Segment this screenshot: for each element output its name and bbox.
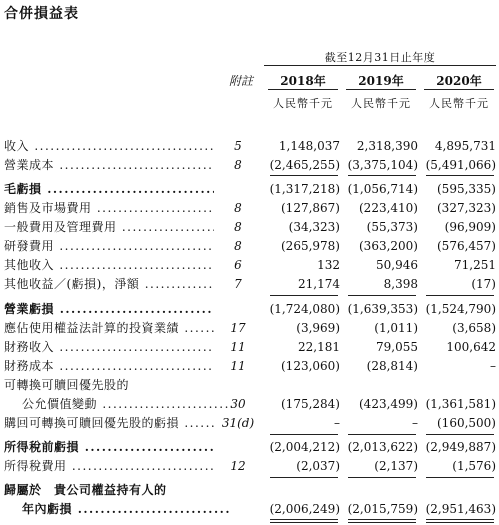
row-label: 研發費用 ..... [4, 236, 214, 256]
table-row [0, 318, 499, 338]
subtotal-rule [426, 295, 494, 296]
row-note: 5 [234, 139, 242, 153]
table-row [0, 274, 499, 294]
row-note: 31(d) [221, 416, 255, 430]
value-2019: (363,200) [359, 239, 418, 253]
row-label: 年內虧損 ..... [22, 499, 232, 519]
value-2020: (1,524,790) [425, 302, 496, 316]
value-2020: – [490, 359, 496, 373]
year-header-2019: 2019年 [358, 74, 404, 88]
value-2018: (1,317,218) [269, 182, 340, 196]
table-row [0, 236, 499, 256]
table-row [0, 413, 499, 433]
subtotal-rule [348, 175, 416, 176]
subtotal-rule [270, 434, 338, 435]
subtotal-rule [348, 477, 416, 478]
note-column-header: 附註 [228, 74, 253, 88]
row-note: 8 [234, 158, 242, 172]
table-row [0, 337, 499, 357]
value-2019: 50,946 [376, 258, 418, 272]
value-2019: – [412, 416, 418, 430]
value-2020: (576,457) [437, 239, 496, 253]
table-row [0, 437, 499, 457]
unit-label: 人民幣千元 [351, 97, 411, 110]
row-note: 30 [230, 397, 246, 411]
value-2018: (2,006,249) [269, 502, 340, 516]
row-label: 公允價值變動 ..... [22, 394, 232, 414]
subtotal-rule [426, 477, 494, 478]
value-2020: 71,251 [454, 258, 496, 272]
value-2018: (2,465,255) [269, 158, 340, 172]
row-label: 歸屬於 貴公司權益持有人的 [4, 483, 167, 497]
row-label: 其他收益／(虧損)，淨額 ..... [4, 274, 214, 294]
value-2020: (1,361,581) [425, 397, 496, 411]
value-2020: (17) [471, 277, 496, 291]
subtotal-rule [426, 175, 494, 176]
row-label: 其他收入 ..... [4, 255, 214, 275]
subtotal-rule [270, 295, 338, 296]
value-2018: 21,174 [298, 277, 340, 291]
row-note: 17 [230, 321, 246, 335]
total-double-rule [348, 519, 416, 523]
row-label: 收入 ..... [4, 136, 214, 156]
row-label: 可轉換可贖回優先股的 [4, 378, 130, 392]
row-note: 8 [234, 239, 242, 253]
table-row [0, 217, 499, 237]
row-note: 6 [234, 258, 242, 272]
row-label: 銷售及市場費用 ..... [4, 198, 214, 218]
value-2020: (2,951,463) [425, 502, 496, 516]
subtotal-rule [270, 477, 338, 478]
row-label: 毛虧損 ..... [4, 179, 214, 199]
subtotal-rule [348, 295, 416, 296]
value-2020: (327,323) [437, 201, 496, 215]
value-2018: (3,969) [296, 321, 340, 335]
value-2019: (223,410) [359, 201, 418, 215]
period-divider [264, 65, 496, 66]
subtotal-rule [270, 175, 338, 176]
value-2020: (595,335) [437, 182, 496, 196]
table-row [0, 155, 499, 175]
year-divider [346, 89, 416, 90]
row-note: 11 [230, 359, 246, 373]
row-note: 8 [234, 220, 242, 234]
value-2018: (127,867) [281, 201, 340, 215]
value-2019: 79,055 [376, 340, 418, 354]
table-row [0, 179, 499, 199]
value-2019: (55,373) [366, 220, 418, 234]
value-2018: 132 [317, 258, 340, 272]
table-row [0, 255, 499, 275]
value-2018: (123,060) [281, 359, 340, 373]
value-2019: 8,398 [383, 277, 418, 291]
value-2020: (96,909) [444, 220, 496, 234]
value-2018: – [334, 416, 340, 430]
value-2020: 4,895,731 [434, 139, 496, 153]
value-2018: (1,724,080) [269, 302, 340, 316]
row-label: 營業成本 ..... [4, 155, 214, 175]
row-label: 財務成本 ..... [4, 356, 214, 376]
value-2018: (34,323) [288, 220, 340, 234]
table-row [0, 499, 499, 519]
value-2018: 1,148,037 [278, 139, 340, 153]
total-double-rule [270, 519, 338, 523]
year-header-2018: 2018年 [280, 74, 326, 88]
value-2019: (2,013,622) [347, 440, 418, 454]
table-row [0, 375, 499, 395]
value-2020: (5,491,066) [425, 158, 496, 172]
table-row [0, 394, 499, 414]
table-row [0, 136, 499, 156]
statement-title: 合併損益表 [4, 6, 79, 22]
value-2019: (1,056,714) [347, 182, 418, 196]
unit-label: 人民幣千元 [273, 97, 333, 110]
table-row [0, 299, 499, 319]
value-2019: (2,015,759) [347, 502, 418, 516]
value-2019: (1,639,353) [347, 302, 418, 316]
value-2019: (28,814) [366, 359, 418, 373]
value-2020: (3,658) [452, 321, 496, 335]
year-header-2020: 2020年 [436, 74, 482, 88]
row-note: 7 [234, 277, 242, 291]
row-label: 營業虧損 ..... [4, 299, 214, 319]
period-heading: 截至12月31日止年度 [324, 51, 436, 64]
row-label: 所得稅前虧損 ..... [4, 437, 214, 457]
row-note: 12 [230, 459, 246, 473]
table-row [0, 198, 499, 218]
value-2019: (423,499) [359, 397, 418, 411]
value-2019: (3,375,104) [347, 158, 418, 172]
value-2018: 22,181 [298, 340, 340, 354]
year-divider [424, 89, 494, 90]
value-2020: (1,576) [452, 459, 496, 473]
table-row [0, 456, 499, 476]
value-2018: (175,284) [281, 397, 340, 411]
row-note: 11 [230, 340, 246, 354]
total-double-rule [426, 519, 494, 523]
value-2018: (2,037) [296, 459, 340, 473]
value-2020: (2,949,887) [425, 440, 496, 454]
subtotal-rule [348, 434, 416, 435]
table-row [0, 480, 499, 500]
row-note: 8 [234, 201, 242, 215]
unit-label: 人民幣千元 [429, 97, 489, 110]
value-2018: (2,004,212) [269, 440, 340, 454]
year-divider [268, 89, 338, 90]
value-2019: 2,318,390 [356, 139, 418, 153]
subtotal-rule [426, 434, 494, 435]
row-label: 所得稅費用 ..... [4, 456, 214, 476]
value-2019: (2,137) [374, 459, 418, 473]
row-label: 應佔使用權益法計算的投資業績 ..... [4, 318, 214, 338]
row-label: 一般費用及管理費用 ..... [4, 217, 214, 237]
value-2020: (160,500) [437, 416, 496, 430]
value-2018: (265,978) [281, 239, 340, 253]
value-2019: (1,011) [374, 321, 418, 335]
table-row [0, 356, 499, 376]
value-2020: 100,642 [446, 340, 496, 354]
row-label: 財務收入 ..... [4, 337, 214, 357]
row-label: 購回可轉換可贖回優先股的虧損 ..... [4, 413, 214, 433]
